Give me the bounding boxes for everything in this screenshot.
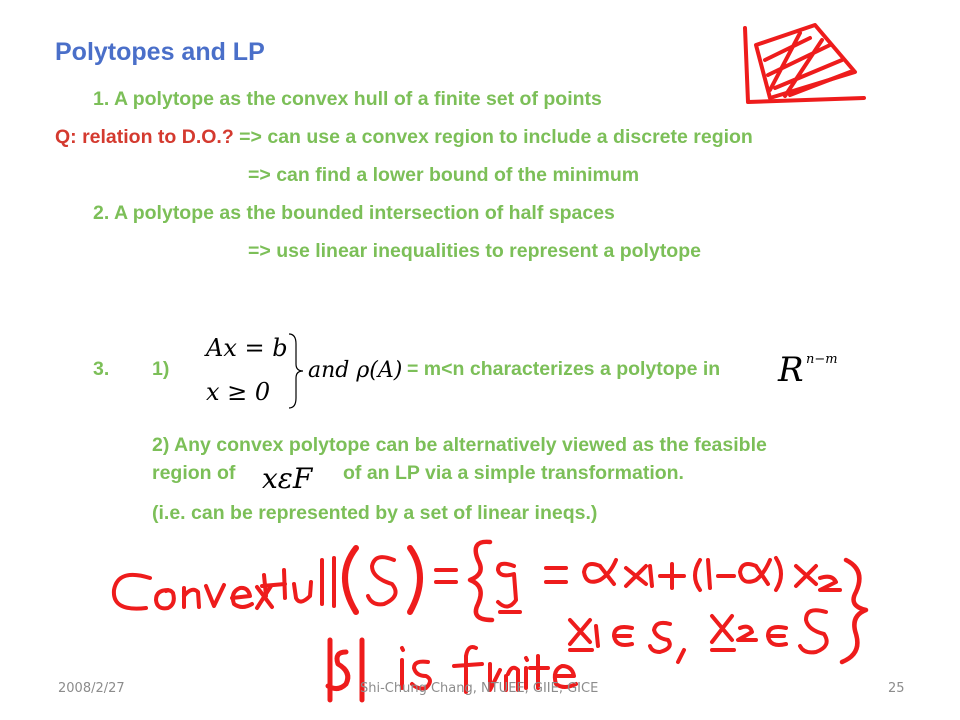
x-in-F: xεF [262, 462, 313, 495]
item-3-number: 3. [93, 358, 110, 380]
footer-page-number: 25 [888, 681, 905, 696]
item-3-ie-line: (i.e. can be represented by a set of linear ineqs.) [152, 502, 598, 524]
handwritten-convex-hull-formula [114, 542, 866, 700]
question-prefix: Q: relation to D.O.? [55, 126, 234, 148]
footer-author: Shi-Chung Chang, NTUEE, GIIE, GICE [360, 681, 599, 696]
item-3-lp-line: of an LP via a simple transformation. [343, 462, 684, 484]
and-rho-label: and ρ(A) [308, 358, 403, 383]
lower-bound-line: => can find a lower bound of the minimum [248, 164, 640, 186]
question-answer: => can use a convex region to include a discrete region [233, 126, 753, 148]
point-1: 1. A polytope as the convex hull of a finite set of points [93, 88, 602, 110]
polytope-sketch [745, 25, 864, 102]
equation-x-nonneg: x ≥ 0 [206, 378, 271, 406]
linear-ineq-line: => use linear inequalities to represent a polytope [248, 240, 701, 262]
item-3-text: = m<n characterizes a polytope in [407, 358, 721, 380]
R-exponent: n−m [806, 352, 838, 367]
item-3-sub-2: 2) Any convex polytope can be alternatively viewed as the feasible [152, 434, 767, 456]
item-3-region-of: region of [152, 462, 236, 484]
footer-date: 2008/2/27 [58, 681, 125, 696]
item-3-sub-1: 1) [152, 358, 170, 380]
slide-title: Polytopes and LP [55, 38, 265, 66]
point-2: 2. A polytope as the bounded intersection of half spaces [93, 202, 615, 224]
R-symbol: R [778, 350, 804, 390]
equation-ax-b: Ax = b [206, 334, 288, 362]
